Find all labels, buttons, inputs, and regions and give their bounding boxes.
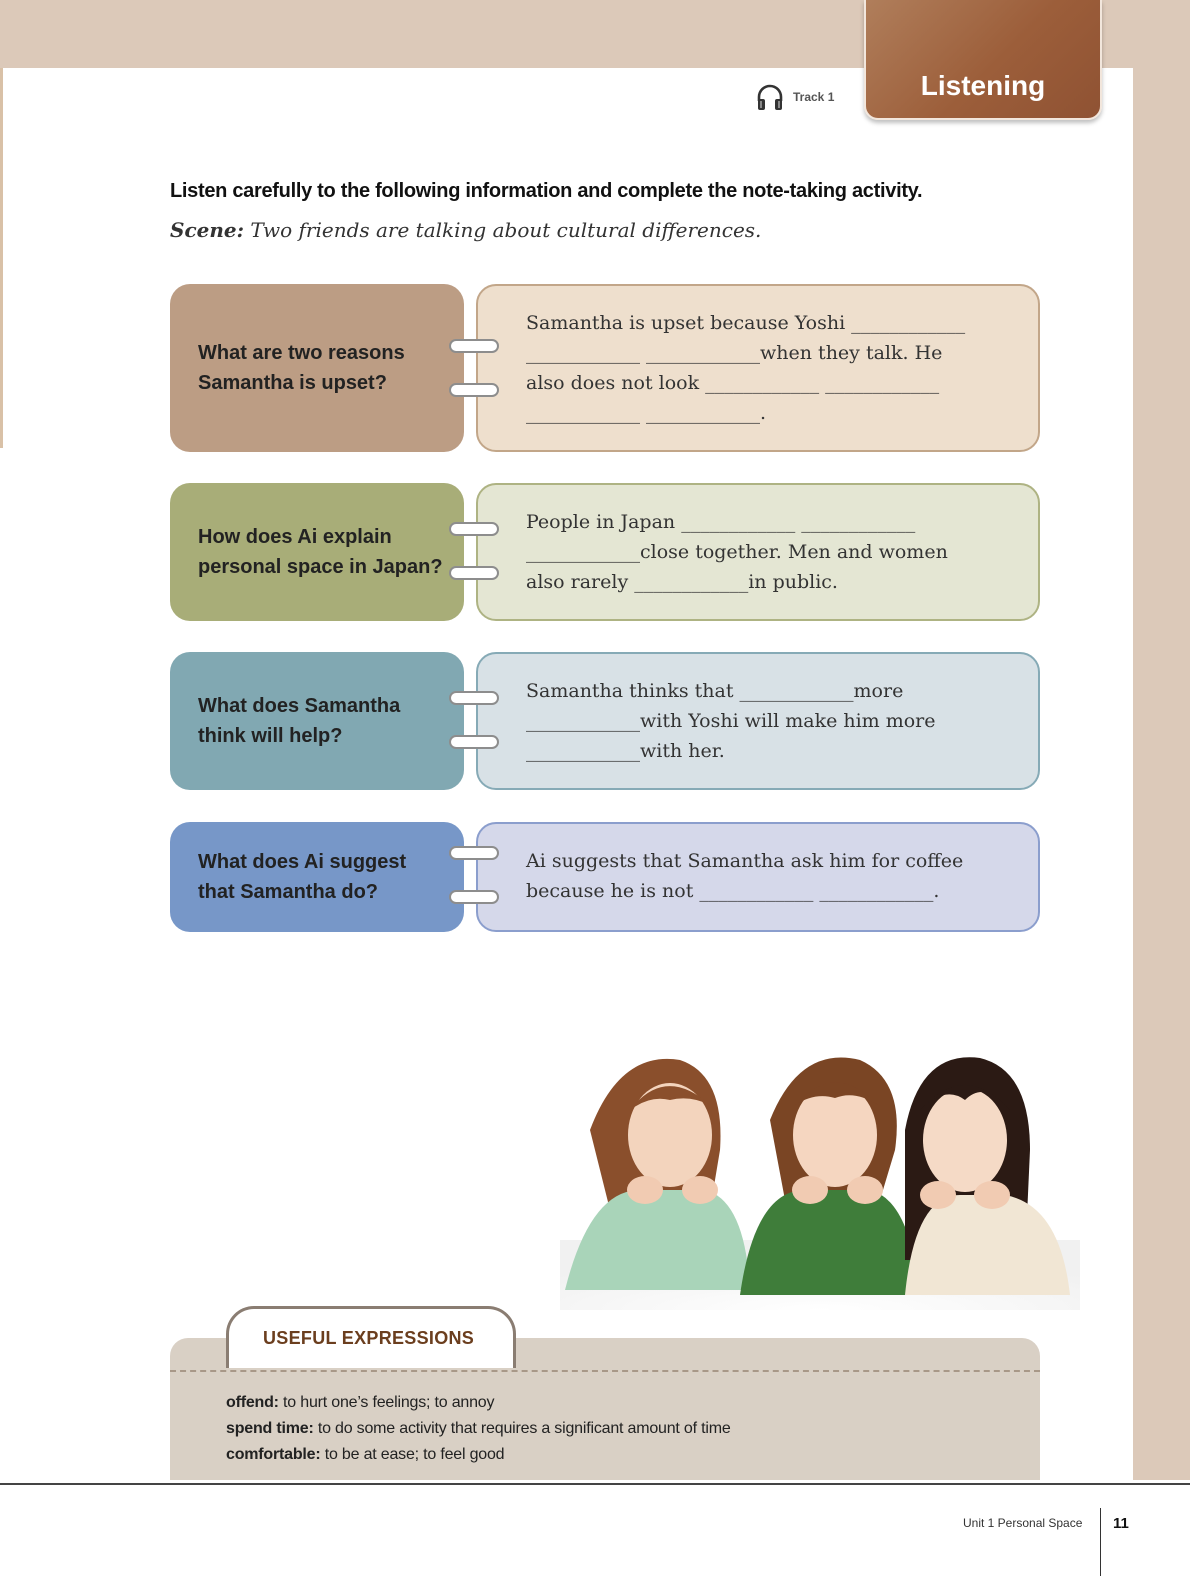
answer-line: ____________with Yoshi will make him more (526, 710, 936, 732)
expression-item (226, 1442, 731, 1468)
headphones-icon (755, 82, 785, 112)
expression-item (226, 1416, 731, 1442)
question-line: that Samantha do? (198, 881, 379, 903)
binder-ring (449, 890, 499, 904)
footer-separator (1100, 1508, 1101, 1576)
binder-ring (449, 339, 499, 353)
useful-expressions-title: USEFUL EXPRESSIONS (263, 1328, 475, 1348)
answer-line: Samantha thinks that ____________more (526, 680, 904, 702)
question-line: personal space in Japan? (198, 556, 443, 578)
bottom-rule (0, 1483, 1190, 1485)
binder-ring (449, 691, 499, 705)
answer-line: Samantha is upset because Yoshi ____________ (526, 312, 966, 334)
question-line: What does Samantha (198, 695, 401, 717)
scene-label: Scene: (170, 218, 244, 242)
question-line: How does Ai explain (198, 526, 392, 548)
audio-track[interactable] (755, 82, 834, 112)
answer-box-4[interactable] (476, 822, 1040, 932)
answer-line: because he is not ____________ ____________. (526, 880, 940, 902)
question-line: think will help? (198, 725, 343, 747)
question-line: Samantha is upset? (198, 372, 387, 394)
answer-line: ____________with her. (526, 740, 725, 762)
instruction: Listen carefully to the following information and complete the note-taking activity. (170, 180, 923, 202)
expression-item (226, 1390, 731, 1416)
answer-line: also does not look ____________ ____________ (526, 372, 940, 394)
footer-unit-label: Unit 1 Personal Space (963, 1516, 1083, 1530)
expression-term: comfortable: (226, 1446, 321, 1463)
answer-line: ____________ ____________. (526, 402, 767, 424)
expression-term: offend: (226, 1394, 279, 1411)
expression-term: spend time: (226, 1420, 314, 1437)
binder-ring (449, 735, 499, 749)
expression-definition: to be at ease; to feel good (320, 1446, 505, 1463)
answer-box-2[interactable] (476, 483, 1040, 621)
answer-box-3[interactable] (476, 652, 1040, 790)
scene-text: Two friends are talking about cultural differences. (250, 218, 762, 242)
question-line: What are two reasons (198, 342, 405, 364)
answer-box-1[interactable] (476, 284, 1040, 452)
useful-expressions-tab (226, 1306, 516, 1368)
answer-line: ____________ ____________when they talk. He (526, 342, 943, 364)
question-box-4 (170, 822, 464, 932)
question-box-3 (170, 652, 464, 790)
expression-definition: to hurt one’s feelings; to annoy (278, 1394, 495, 1411)
expression-list (226, 1390, 731, 1468)
answer-line: also rarely ____________in public. (526, 571, 838, 593)
binder-ring (449, 566, 499, 580)
expression-definition: to do some activity that requires a significant amount of time (313, 1420, 731, 1437)
track-label: Track 1 (793, 90, 835, 104)
page-number: 11 (1113, 1515, 1129, 1532)
question-box-1 (170, 284, 464, 452)
dashed-divider (170, 1370, 1040, 1372)
binder-ring (449, 846, 499, 860)
answer-line: Ai suggests that Samantha ask him for coffee (526, 850, 964, 872)
question-line: What does Ai suggest (198, 851, 407, 873)
scene-line (170, 218, 761, 242)
three-friends-photo (560, 1040, 1080, 1310)
binder-ring (449, 522, 499, 536)
binder-ring (449, 383, 499, 397)
answer-line: ____________close together. Men and women (526, 541, 948, 563)
listening-section-tab (864, 0, 1102, 120)
section-label: Listening (920, 70, 1046, 101)
right-band (1133, 0, 1190, 1480)
question-box-2 (170, 483, 464, 621)
answer-line: People in Japan ____________ ____________ (526, 511, 916, 533)
